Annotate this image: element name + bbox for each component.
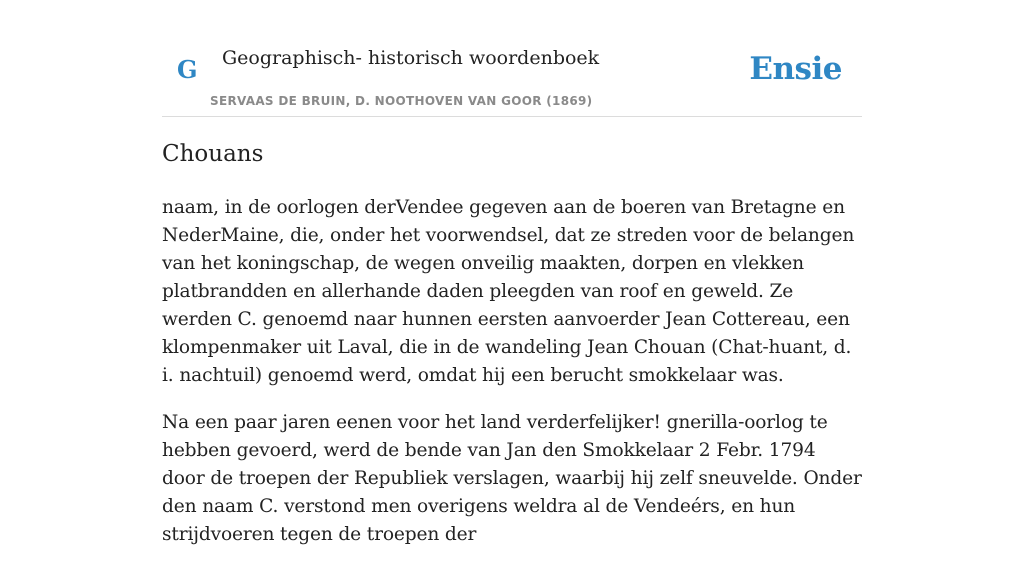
entry (162, 138, 862, 568)
entry-paragraph: Na een paar jaren eenen voor het land verderfelijker! gnerilla-oorlog te hebben gevoerd, werd de bende van Jan den Smokkelaar 2 Febr. 1794 door de troepen der Republiek verslagen, waarbij hij zelf sneuvelde. Onder den naam C. verstond men overigens weldra al de Vendeérs, en hun strijdvoeren tegen de troepen der (162, 412, 862, 545)
entry-paragraph: naam, in de oorlogen derVendee gegeven aan de boeren van Bretagne en NederMaine, die, onder het voorwendsel, dat ze streden voor de belangen van het koningschap, de wegen onveilig maakten, dorpen en vlekken platbrandden en allerhande daden pleegden van roof en geweld. Ze werden C. genoemd naar hunnen eersten aanvoerder Jean Cottereau, een klompenmaker uit Laval, die in de wandeling Jean Chouan (Chat-huant, d. i. nachtuil) genoemd werd, omdat hij een berucht smokkelaar was. (162, 197, 855, 386)
book-logo-icon[interactable]: G (177, 55, 198, 84)
book-header (162, 0, 862, 117)
ensie-logo[interactable]: Ensie (749, 51, 842, 87)
entry-text (162, 194, 862, 549)
book-authors: SERVAAS DE BRUIN, D. NOOTHOVEN VAN GOOR (1869) (210, 94, 593, 108)
entry-title: Chouans (162, 141, 264, 167)
book-title[interactable]: Geographisch- historisch woordenboek (222, 47, 600, 69)
